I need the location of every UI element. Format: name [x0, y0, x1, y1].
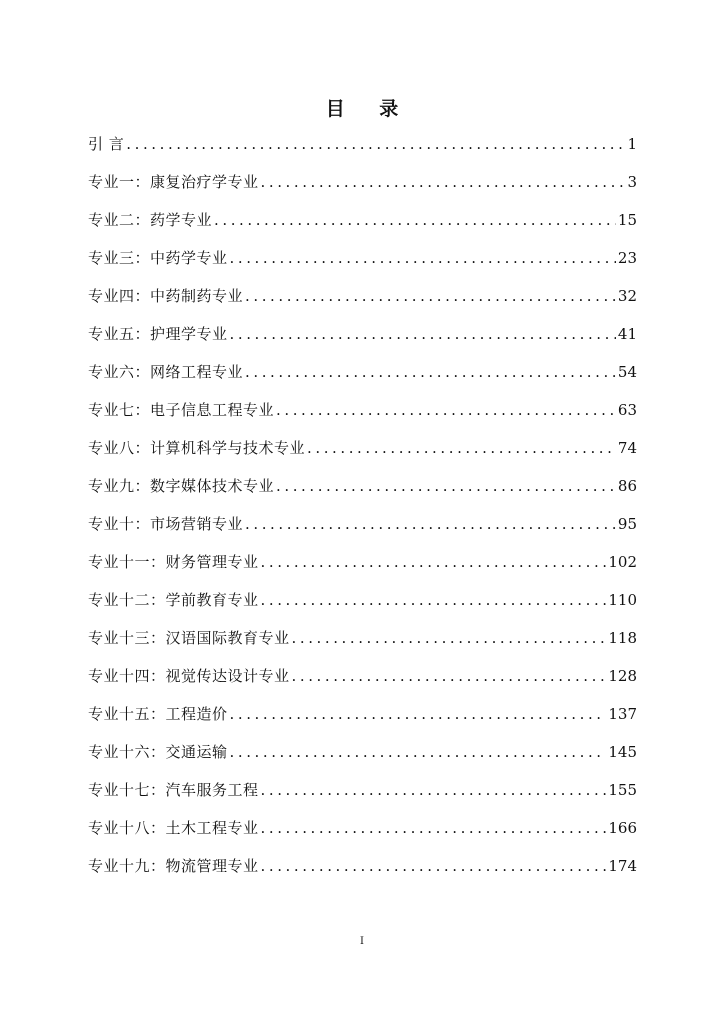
toc-entry-label: 专业十九：物流管理专业: [88, 857, 259, 875]
toc-title: 目 录: [325, 98, 413, 120]
toc-dot-leader: [245, 512, 616, 536]
toc-entry[interactable]: [88, 322, 637, 360]
toc-entry-page: 145: [608, 743, 637, 761]
toc-dot-leader: [126, 132, 625, 156]
toc-entry-page: 54: [617, 363, 637, 381]
toc-entry[interactable]: [88, 626, 637, 664]
toc-entry[interactable]: [88, 816, 637, 854]
toc-entry[interactable]: [88, 740, 637, 778]
toc-entry[interactable]: [88, 132, 637, 170]
toc-entry-label: 专业三：中药学专业: [88, 249, 228, 267]
toc-entry-label: 专业一：康复治疗学专业: [88, 173, 259, 191]
toc-entry[interactable]: [88, 474, 637, 512]
toc-entry[interactable]: [88, 284, 637, 322]
toc-entry-page: 74: [617, 439, 637, 457]
toc-dot-leader: [261, 588, 607, 612]
toc-entry-page: 95: [617, 515, 637, 533]
toc-dot-leader: [261, 778, 607, 802]
toc-entry[interactable]: [88, 246, 637, 284]
toc-entry[interactable]: [88, 170, 637, 208]
toc-list: [88, 132, 637, 892]
toc-entry-label: 专业十六：交通运输: [88, 743, 228, 761]
toc-dot-leader: [276, 398, 616, 422]
toc-entry-page: 86: [617, 477, 637, 495]
toc-entry[interactable]: [88, 360, 637, 398]
toc-dot-leader: [307, 436, 616, 460]
toc-entry-label: 专业十五：工程造价: [88, 705, 228, 723]
toc-entry[interactable]: [88, 702, 637, 740]
toc-entry[interactable]: [88, 778, 637, 816]
toc-dot-leader: [261, 550, 607, 574]
toc-entry-page: 110: [608, 591, 637, 609]
toc-entry[interactable]: [88, 854, 637, 892]
toc-entry-page: 155: [608, 781, 637, 799]
toc-entry[interactable]: [88, 664, 637, 702]
toc-entry-label: 专业十七：汽车服务工程: [88, 781, 259, 799]
toc-dot-leader: [245, 284, 616, 308]
toc-entry-page: 1: [627, 135, 637, 153]
toc-dot-leader: [292, 664, 607, 688]
toc-dot-leader: [230, 702, 607, 726]
toc-entry-label: 专业十三：汉语国际教育专业: [88, 629, 290, 647]
toc-entry-label: 专业七：电子信息工程专业: [88, 401, 275, 419]
toc-entry[interactable]: [88, 436, 637, 474]
toc-entry-page: 118: [608, 629, 637, 647]
toc-entry[interactable]: [88, 588, 637, 626]
toc-dot-leader: [261, 816, 607, 840]
toc-entry-label: 专业八：计算机科学与技术专业: [88, 439, 306, 457]
toc-entry[interactable]: [88, 208, 637, 246]
toc-dot-leader: [214, 208, 616, 232]
toc-dot-leader: [261, 854, 607, 878]
toc-entry-label: 专业六：网络工程专业: [88, 363, 244, 381]
toc-dot-leader: [276, 474, 616, 498]
toc-entry[interactable]: [88, 512, 637, 550]
toc-entry-page: 174: [608, 857, 637, 875]
toc-dot-leader: [261, 170, 626, 194]
toc-dot-leader: [292, 626, 607, 650]
toc-entry-page: 166: [608, 819, 637, 837]
toc-entry-page: 102: [608, 553, 637, 571]
toc-entry-label: 专业十四：视觉传达设计专业: [88, 667, 290, 685]
page-footer-number: I: [360, 936, 364, 947]
toc-entry-label: 引 言: [88, 135, 125, 153]
toc-entry-label: 专业四：中药制药专业: [88, 287, 244, 305]
toc-entry-page: 137: [608, 705, 637, 723]
toc-entry-page: 15: [617, 211, 637, 229]
toc-entry-label: 专业十八：土木工程专业: [88, 819, 259, 837]
toc-entry-page: 32: [617, 287, 637, 305]
toc-entry[interactable]: [88, 398, 637, 436]
toc-entry-page: 128: [608, 667, 637, 685]
toc-entry-page: 3: [627, 173, 637, 191]
toc-entry-page: 23: [617, 249, 637, 267]
toc-entry[interactable]: [88, 550, 637, 588]
toc-dot-leader: [230, 246, 616, 270]
toc-entry-page: 63: [617, 401, 637, 419]
toc-entry-label: 专业二：药学专业: [88, 211, 213, 229]
toc-dot-leader: [230, 322, 616, 346]
toc-entry-label: 专业十：市场营销专业: [88, 515, 244, 533]
toc-dot-leader: [245, 360, 616, 384]
toc-entry-label: 专业十一：财务管理专业: [88, 553, 259, 571]
toc-entry-label: 专业十二：学前教育专业: [88, 591, 259, 609]
toc-entry-label: 专业五：护理学专业: [88, 325, 228, 343]
toc-dot-leader: [230, 740, 607, 764]
toc-entry-label: 专业九：数字媒体技术专业: [88, 477, 275, 495]
toc-entry-page: 41: [617, 325, 637, 343]
